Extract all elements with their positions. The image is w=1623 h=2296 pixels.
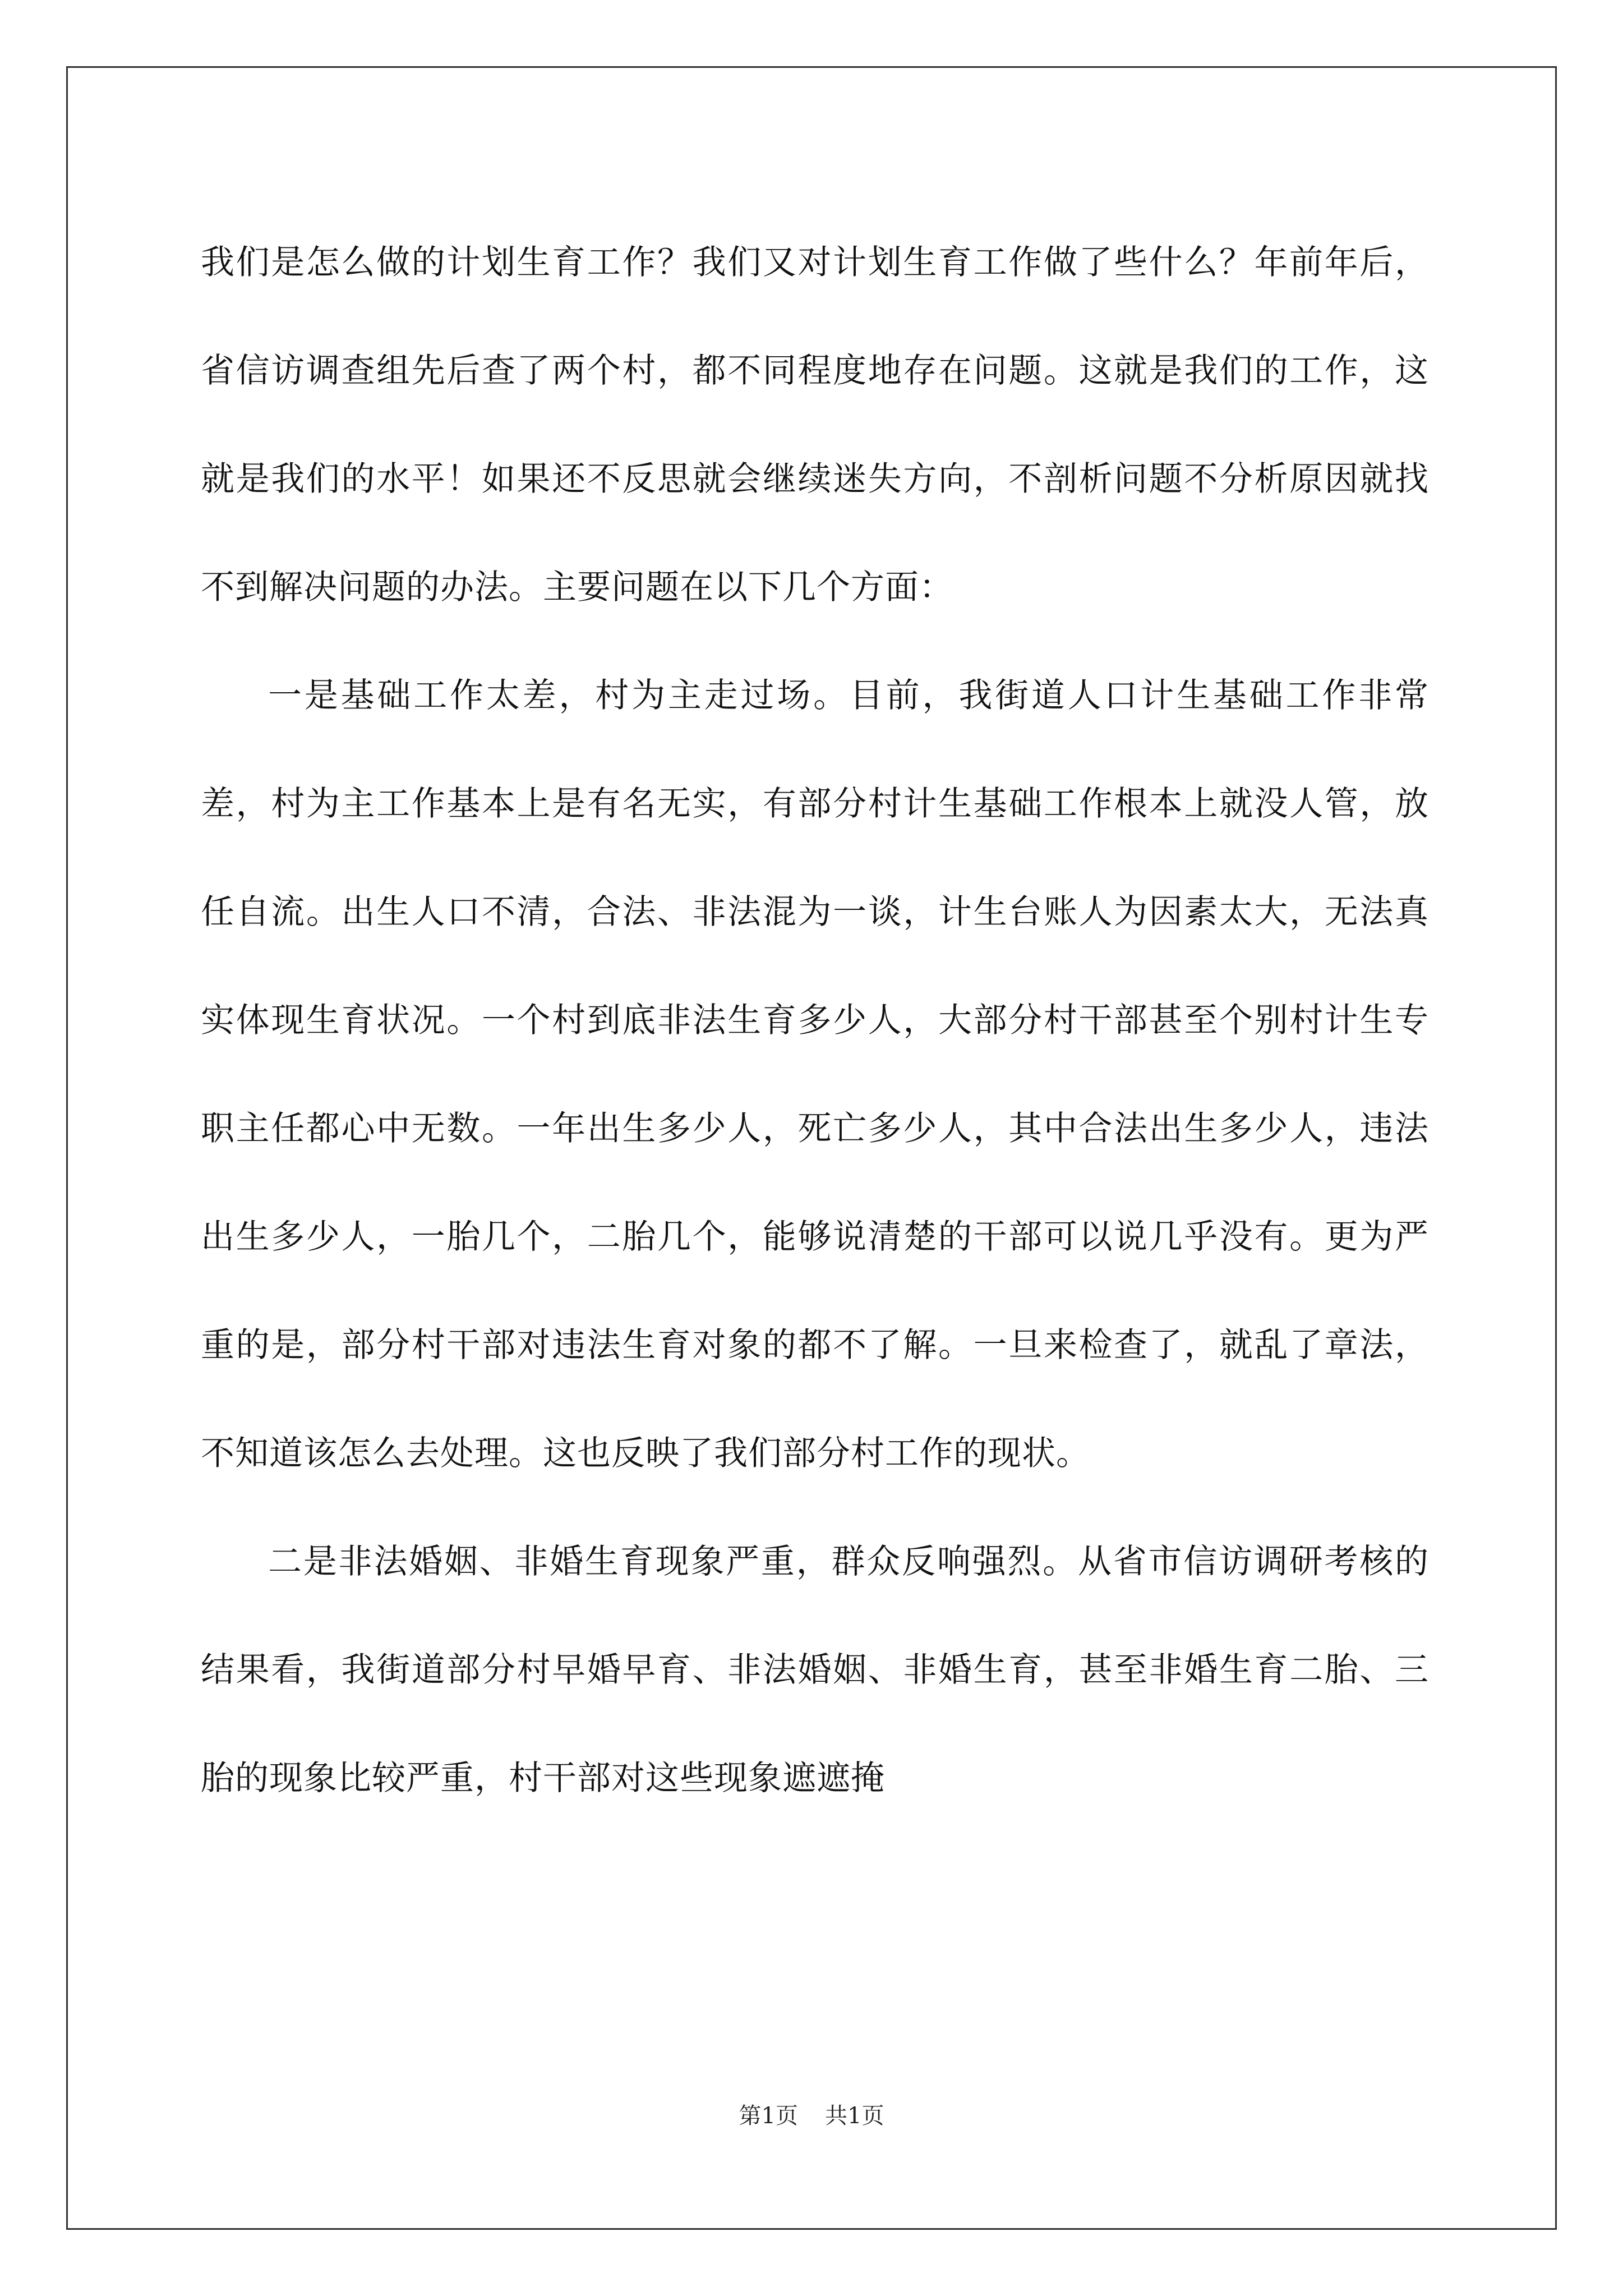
page-footer: [0, 2098, 1623, 2130]
paragraph-2: 一是基础工作太差，村为主走过场。目前，我街道人口计生基础工作非常差，村为主工作基本上是有名无实，有部分村计生基础工作根本上就没人管，放任自流。出生人口不清，合法、非法混为一谈，计生台账人为因素太大，无法真实体现生育状况。一个村到底非法生育多少人，大部分村干部甚至个别村计生专职主任都心中无数。一年出生多少人，死亡多少人，其中合法出生多少人，违法出生多少人，一胎几个，二胎几个，能够说清楚的干部可以说几乎没有。更为严重的是，部分村干部对违法生育对象的都不了解。一旦来检查了，就乱了章法，不知道该怎么去处理。这也反映了我们部分村工作的现状。: [201, 676, 1429, 1473]
page-number: 第1页: [739, 2103, 798, 2129]
paragraph-1: 我们是怎么做的计划生育工作？我们又对计划生育工作做了些什么？年前年后，省信访调查组先后查了两个村，都不同程度地存在问题。这就是我们的工作，这就是我们的水平！如果还不反思就会继续迷失方向，不剖析问题不分析原因就找不到解决问题的办法。主要问题在以下几个方面：: [201, 243, 1429, 607]
page-total: 共1页: [825, 2103, 884, 2129]
document-body: [201, 209, 1429, 1833]
paragraph-3: 二是非法婚姻、非婚生育现象严重，群众反响强烈。从省市信访调研考核的结果看，我街道部分村早婚早育、非法婚姻、非婚生育，甚至非婚生育二胎、三胎的现象比较严重，村干部对这些现象遮遮掩: [201, 1542, 1429, 1798]
